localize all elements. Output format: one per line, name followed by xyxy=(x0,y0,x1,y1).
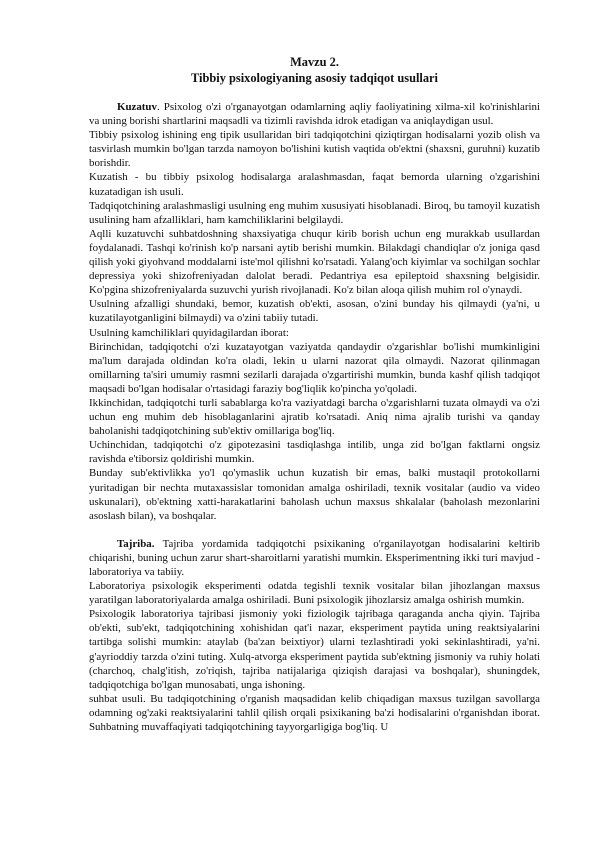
tajriba-heading: Tajriba. xyxy=(117,537,155,550)
title-spacer xyxy=(89,86,540,100)
kuzatuv-paragraph-6: Usulning afzalligi shundaki, bemor, kuzatish ob'ekti, asosan, o'zini bunday his qilmaydi (ya'ni, u kuzatilayotganligini bilmaydi) va o'zini tabiiy tutadi. xyxy=(89,298,540,325)
topic-title: Tibbiy psixologiyaning asosiy tadqiqot usullari xyxy=(191,71,438,85)
kuzatuv-paragraph-9: Ikkinchidan, tadqiqotchi turli sabablarga ko'ra vaziyatdagi barcha o'zgarishlarni tuzata olmaydi va o'zi uchun eng muhim deb hisoblaganlarini ajratib ko'rsatadi. Aniq nima ajralib turishi va qanday baholanishi tadqiqotchining sub'ektiv omillariga bog'liq. xyxy=(89,396,540,438)
kuzatuv-paragraph-3: Kuzatish - bu tibbiy psixolog hodisalarga aralashmasdan, faqat bemorda ularning o'zgarishini kuzatadigan ish usuli. xyxy=(89,171,540,198)
tajriba-paragraph-2: Laboratoriya psixologik eksperimenti odatda tegishli texnik vositalar bilan jihozlangan maxsus yaratilgan laboratoriyalarda amalga oshiriladi. Buni psixologik jihozlarsiz amalga oshirish mumkin. xyxy=(89,580,540,607)
kuzatuv-heading: Kuzatuv xyxy=(117,101,157,113)
topic-number: Mavzu 2. xyxy=(290,55,339,69)
tajriba-paragraph-1 xyxy=(89,537,540,579)
kuzatuv-paragraph-10: Uchinchidan, tadqiqotchi o'z gipotezasini tasdiqlashga intilib, unga zid bo'lgan faktlarni ongsiz ravishda e'tiborsiz qoldirishi mumkin. xyxy=(89,439,540,466)
kuzatuv-paragraph-4: Tadqiqotchining aralashmasligi usulning eng muhim xususiyati hisoblanadi. Biroq, bu tamoyil kuzatish usulining ham afzalliklari, ham kamchiliklarini belgilaydi. xyxy=(89,199,540,226)
kuzatuv-definition: . Psixolog o'zi o'rganayotgan odamlarning aqliy faoliyatining xilma-xil ko'rinishlarini va uning borishi shartlarini maqsadli va tizimli ravishda idrok etadigan va aniqlaydigan usul. xyxy=(89,101,540,128)
kuzatuv-paragraph-1 xyxy=(89,100,540,128)
tajriba-paragraph-3: Psixologik laboratoriya tajribasi jismoniy yoki fiziologik tajribaga qaraganda ancha qiyin. Tajriba ob'ekti, sub'ekt, tadqiqotchining xohishidan qat'i nazar, eksperiment paytida uning reaktsiyalarini tartibga solishi mumkin: ataylab (ba'zan beixtiyor) ularni tezlashtiradi yoki sekinlashtiradi, ya'ni. g'ayrioddiy tarzda o'zini tuting. Xulq-atvorga eksperiment paytida sub'ektning jismoniy va ruhiy holati (charchoq, chalg'itish, zo'riqish, tajriba natijalariga qiziqish darajasi va boshqalar), shuningdek, tadqiqotchiga bo'lgan munosabati, unga ishoning. xyxy=(89,608,540,691)
section-gap xyxy=(89,523,540,537)
kuzatuv-paragraph-7: Usulning kamchiliklari quyidagilardan iborat: xyxy=(89,326,289,339)
tajriba-definition: Tajriba yordamida tadqiqotchi psixikaning o'rganilayotgan hodisalarini keltirib chiqarishi, buning uchun zarur shart-sharoitlarni yaratishi mumkin. Eksperimentning ikki turi mavjud - laboratoriya va tabiiy. xyxy=(89,537,540,578)
kuzatuv-paragraph-8: Birinchidan, tadqiqotchi o'zi kuzatayotgan vaziyatda qandaydir o'zgarishlar bo'lishi mumkinligini ma'lum darajada oldindan ko'ra oladi, lekin u ularni nazorat qila olmaydi. Nazorat qilinmagan omillarning ta'siri umumiy rasmni sezilarli darajada o'zgartirishi mumkin, bunda kashf qilish tadqiqot maqsadi bo'lgan hodisalar o'rtasidagi faraziy bog'liqlik ko'pincha yo'qoladi. xyxy=(89,340,540,395)
kuzatuv-paragraph-11: Bunday sub'ektivlikka yo'l qo'ymaslik uchun kuzatish bir emas, balki mustaqil protokollarni yuritadigan bir nechta mutaxassislar tomonidan amalga oshiriladi, texnik vositalar (audio va video uskunalari), ob'ektning xatti-harakatlarini baholash uchun maxsus shkalalar (baholash mezonlarini asoslash bilan), va boshqalar. xyxy=(89,467,540,522)
tajriba-paragraph-4: suhbat usuli. Bu tadqiqotchining o'rganish maqsadidan kelib chiqadigan maxsus tuzilgan savollarga odamning og'zaki reaktsiyalarini tahlil qilish orqali psixikaning ba'zi hodisalarini o'rganishdan iborat. Suhbatning muvaffaqiyati tadqiqotchining tayyorgarligiga bog'liq. U xyxy=(89,692,540,734)
kuzatuv-paragraph-5: Aqlli kuzatuvchi suhbatdoshning shaxsiyatiga chuqur kirib borish uchun eng murakkab usullardan foydalanadi. Tashqi ko'rinish ko'p narsani aytib berishi mumkin. Bilakdagi chandiqlar o'z joniga qasd qilish yoki giyohvand moddalarni iste'mol qilishni ko'rsatadi. Yalang'och kiyimlar va sochilgan sochlar depressiya yoki shizofreniyadan dalolat beradi. Pedantriya esa epileptoid shaxsning belgisidir. Ko'pgina shizofreniyalarda suzuvchi yurish rivojlanadi. Ko'z bilan aloqa qilish muhim rol o'ynaydi. xyxy=(89,227,540,297)
kuzatuv-paragraph-2: Tibbiy psixolog ishining eng tipik usullaridan biri tadqiqotchini qiziqtirgan hodisalarni yozib olish va tasvirlash mumkin bo'lgan tarzda namoyon bo'lishini kutish vaqtida ob'ektni (shaxsni, guruhni) kuzatib borishdir. xyxy=(89,129,540,170)
